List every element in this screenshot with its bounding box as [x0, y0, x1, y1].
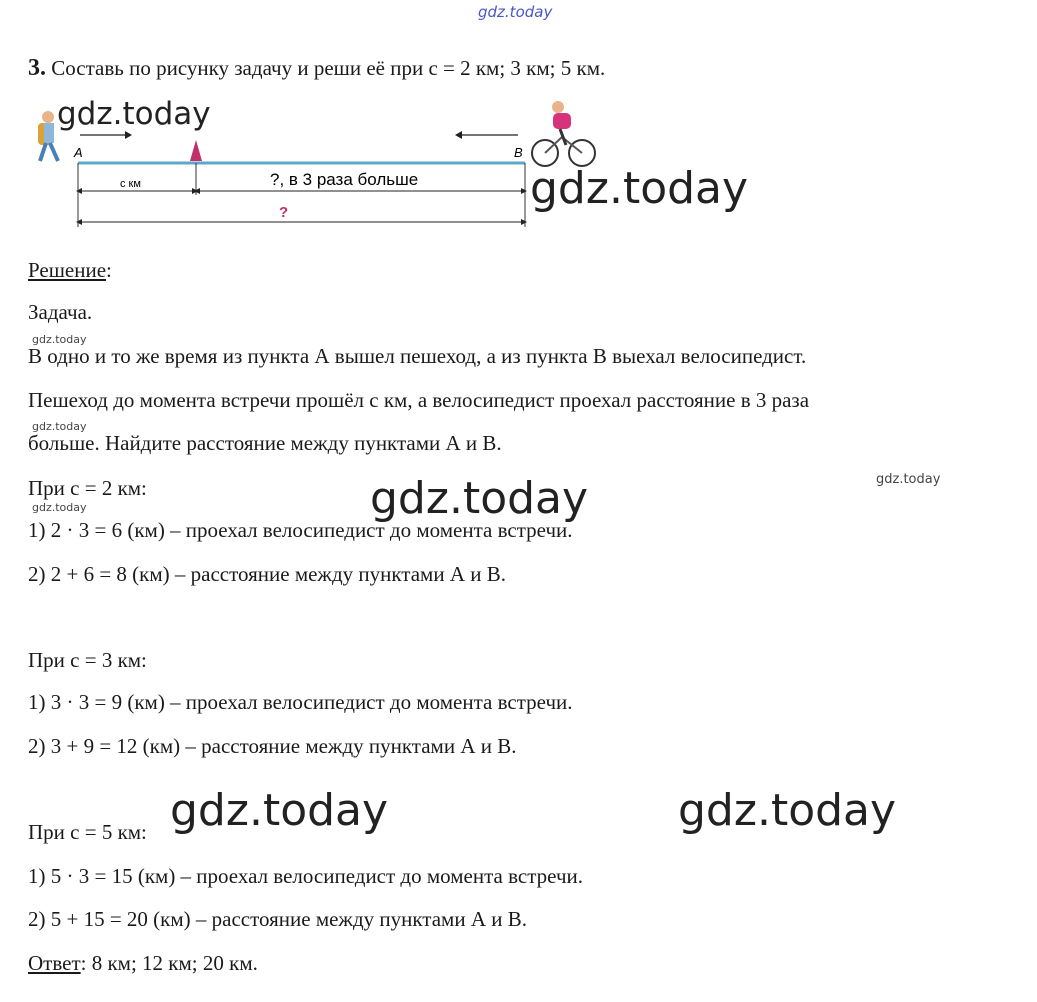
case-5-step-1: 1) 5 · 3 = 15 (км) – проехал велосипедист до момента встречи. [28, 864, 584, 888]
watermark-small-3: gdz.today [32, 501, 87, 514]
case-2-step-1: 1) 2 · 3 = 6 (км) – проехал велосипедист до момента встречи. [28, 518, 573, 542]
solution-heading-suffix: : [106, 258, 112, 282]
watermark-small-1: gdz.today [32, 333, 87, 346]
case-2-title: При с = 2 км: [28, 476, 147, 500]
case-5-title: При с = 5 км: [28, 820, 147, 844]
pedestrian-icon [38, 111, 58, 161]
total-label: ? [279, 204, 289, 221]
case-3-step-1: 1) 3 · 3 = 9 (км) – проехал велосипедист до момента встречи. [28, 690, 573, 714]
task-line-2: Пешеход до момента встречи прошёл с км, а велосипедист проехал расстояние в 3 раза [28, 388, 810, 412]
segment-c-label: с км [120, 178, 141, 190]
meeting-point-marker [190, 140, 202, 161]
watermark-middle: gdz.today [370, 473, 589, 524]
cyclist-icon [532, 101, 595, 166]
task-line-3: больше. Найдите расстояние между пунктами А и В. [28, 431, 502, 455]
watermark-top: gdz.today [478, 3, 553, 21]
case-3-title: При с = 3 км: [28, 648, 147, 672]
task-label: Задача. [28, 300, 93, 324]
answer-label: Ответ [28, 951, 81, 975]
answer-text: : 8 км; 12 км; 20 км. [80, 951, 258, 975]
watermark-diagram-right: gdz.today [530, 163, 749, 214]
solution-heading-line [28, 258, 112, 282]
point-b-label: B [514, 145, 523, 160]
watermark-near-a: gdz.today [57, 96, 211, 132]
watermark-bottom-right: gdz.today [678, 785, 897, 836]
answer-line [28, 951, 258, 975]
task-statement-line [28, 56, 605, 80]
watermark-bottom-left: gdz.today [170, 785, 389, 836]
task-line-1: В одно и то же время из пункта А вышел пешеход, а из пункта В выехал велосипедист. [28, 344, 807, 368]
case-3-step-2: 2) 3 + 9 = 12 (км) – расстояние между пунктами А и В. [28, 734, 517, 758]
watermark-small-2: gdz.today [32, 420, 87, 433]
watermark-small-right: gdz.today [876, 472, 941, 487]
segment-bike-label: ?, в 3 раза больше [270, 170, 419, 189]
point-a-label: A [74, 145, 83, 160]
solution-heading: Решение [28, 258, 107, 282]
task-number: 3. [28, 55, 46, 81]
case-5-step-2: 2) 5 + 15 = 20 (км) – расстояние между пунктами А и В. [28, 907, 527, 931]
case-2-step-2: 2) 2 + 6 = 8 (км) – расстояние между пунктами А и В. [28, 562, 506, 586]
task-statement: Составь по рисунку задачу и реши её при с = 2 км; 3 км; 5 км. [51, 56, 606, 80]
